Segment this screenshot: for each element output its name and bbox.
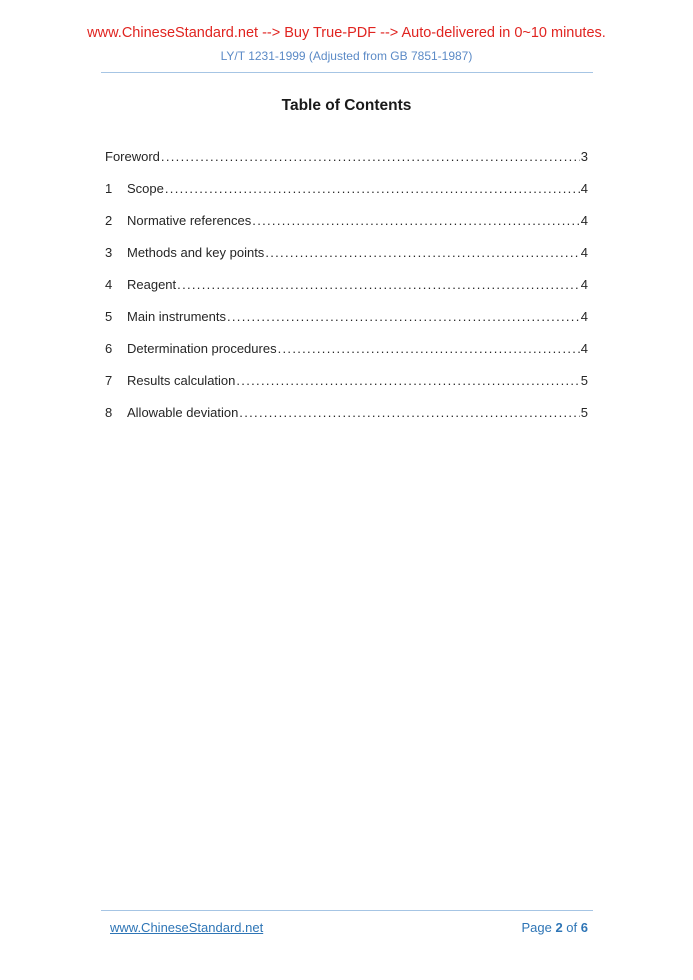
page-title: Table of Contents bbox=[281, 97, 412, 114]
of-word: of bbox=[566, 920, 578, 935]
toc-entry-page: 4 bbox=[580, 341, 588, 356]
page-number-indicator bbox=[521, 920, 588, 935]
toc-entry-number: 5 bbox=[105, 309, 113, 324]
toc-entry-number: 2 bbox=[105, 213, 113, 228]
toc-dot-leader bbox=[265, 237, 579, 269]
toc-entry-label: Methods and key points bbox=[127, 245, 265, 260]
toc-entry-page: 4 bbox=[580, 213, 588, 228]
toc-entry-label: Foreword bbox=[105, 149, 160, 164]
toc-entry-page: 4 bbox=[580, 181, 588, 196]
purchase-banner: www.ChineseStandard.net --> Buy True-PDF --> Auto-delivered in 0~10 minutes. bbox=[87, 25, 606, 41]
toc-entry[interactable] bbox=[105, 365, 588, 397]
toc-entry-page: 4 bbox=[580, 277, 588, 292]
toc-entry[interactable] bbox=[105, 397, 588, 429]
toc-entry-page: 5 bbox=[580, 405, 588, 420]
toc-list bbox=[105, 141, 588, 429]
toc-entry-number: 8 bbox=[105, 405, 113, 420]
toc-dot-leader bbox=[236, 365, 579, 397]
toc-entry-page: 4 bbox=[580, 245, 588, 260]
page-current: 2 bbox=[555, 920, 563, 935]
toc-entry-label: Determination procedures bbox=[127, 341, 277, 356]
toc-dot-leader bbox=[227, 301, 580, 333]
toc-entry-label: Reagent bbox=[127, 277, 177, 292]
toc-entry[interactable] bbox=[105, 333, 588, 365]
toc-dot-leader bbox=[177, 269, 580, 301]
page-word: Page bbox=[521, 920, 552, 935]
toc-entry-page: 4 bbox=[580, 309, 588, 324]
toc-dot-leader bbox=[239, 397, 579, 429]
toc-dot-leader bbox=[165, 173, 580, 205]
toc-entry[interactable] bbox=[105, 141, 588, 173]
toc-entry-label: Main instruments bbox=[127, 309, 226, 324]
toc-entry-page: 3 bbox=[580, 149, 588, 164]
toc-entry-number: 6 bbox=[105, 341, 113, 356]
toc-dot-leader bbox=[161, 141, 580, 173]
toc-entry-page: 5 bbox=[580, 373, 588, 388]
toc-entry[interactable] bbox=[105, 237, 588, 269]
toc-entry[interactable] bbox=[105, 269, 588, 301]
toc-entry-number: 3 bbox=[105, 245, 113, 260]
toc-dot-leader bbox=[252, 205, 579, 237]
toc-entry[interactable] bbox=[105, 301, 588, 333]
footer-divider bbox=[101, 910, 593, 911]
toc-entry-number: 1 bbox=[105, 181, 113, 196]
toc-entry-label: Results calculation bbox=[127, 373, 236, 388]
toc-entry[interactable] bbox=[105, 205, 588, 237]
page-footer bbox=[0, 910, 693, 935]
standard-reference: LY/T 1231-1999 (Adjusted from GB 7851-1987) bbox=[220, 49, 473, 63]
toc-entry-label: Allowable deviation bbox=[127, 405, 239, 420]
footer-row bbox=[110, 920, 588, 935]
page-total: 6 bbox=[580, 920, 588, 935]
toc-entry[interactable] bbox=[105, 173, 588, 205]
header-divider bbox=[101, 72, 593, 73]
footer-website-link[interactable]: www.ChineseStandard.net bbox=[110, 920, 264, 935]
toc-entry-number: 7 bbox=[105, 373, 113, 388]
toc-entry-number: 4 bbox=[105, 277, 113, 292]
toc-entry-label: Normative references bbox=[127, 213, 252, 228]
toc-dot-leader bbox=[278, 333, 580, 365]
toc-entry-label: Scope bbox=[127, 181, 164, 196]
